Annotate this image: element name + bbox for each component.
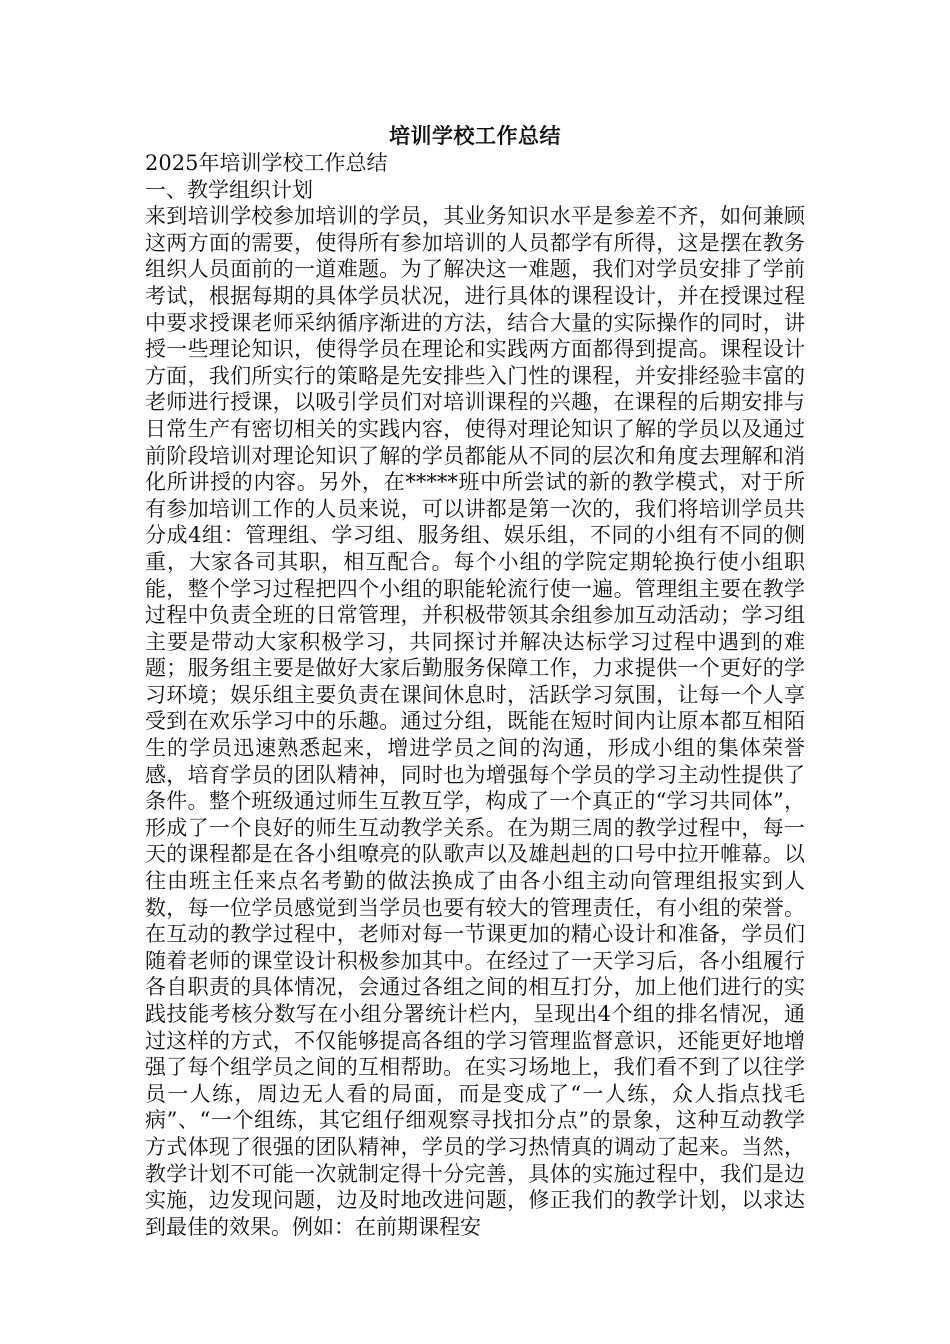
document-page bbox=[145, 122, 805, 1240]
document-title: 培训学校工作总结 bbox=[389, 123, 561, 148]
document-subtitle: 2025年培训学校工作总结 bbox=[145, 151, 388, 175]
body-paragraph: 来到培训学校参加培训的学员，其业务知识水平是参差不齐，如何兼顾这两方面的需要，使得所有参加培训的人员都学有所得，这是摆在教务组织人员面前的一道难题。为了解决这一难题，我们对学员安排了学前考试，根据每期的具体学员状况，进行具体的课程设计，并在授课过程中要求授课老师采纳循序渐进的方法，结合大量的实际操作的同时，讲授一些理论知识，使得学员在理论和实践两方面都得到提高。课程设计方面，我们所实行的策略是先安排些入门性的课程，并安排经验丰富的老师进行授课，以吸引学员们对培训课程的兴趣，在课程的后期安排与日常生产有密切相关的实践内容，使得对理论知识了解的学员以及通过前阶段培训对理论知识了解的学员都能从不同的层次和角度去理解和消化所讲授的内容。另外，在*****班中所尝试的新的教学模式，对于所有参加培训工作的人员来说，可以讲都是第一次的，我们将培训学员共分成4组：管理组、学习组、服务组、娱乐组，不同的小组有不同的侧重，大家各司其职，相互配合。每个小组的学院定期轮换行使小组职能，整个学习过程把四个小组的职能轮流行使一遍。管理组主要在教学过程中负责全班的日常管理，并积极带领其余组参加互动活动；学习组主要是带动大家积极学习，共同探讨并解决达标学习过程中遇到的难题；服务组主要是做好大家后勤服务保障工作，力求提供一个更好的学习环境；娱乐组主要负责在课间休息时，活跃学习氛围，让每一个人享受到在欢乐学习中的乐趣。通过分组，既能在短时间内让原本都互相陌生的学员迅速熟悉起来，增进学员之间的沟通，形成小组的集体荣誉感，培育学员的团队精神，同时也为增强每个学员的学习主动性提供了条件。整个班级通过师生互教互学，构成了一个真正的“学习共同体”，形成了一个良好的师生互动教学关系。在为期三周的教学过程中，每一天的课程都是在各小组嘹亮的队歌声以及雄赳赳的口号中拉开帷幕。以往由班主任来点名考勤的做法换成了由各小组主动向管理组报实到人数，每一位学员感觉到当学员也要有较大的管理责任，有小组的荣誉。在互动的教学过程中，老师对每一节课更加的精心设计和准备，学员们随着老师的课堂设计积极参加其中。在经过了一天学习后，各小组履行各自职责的具体情况，会通过各组之间的相互打分，加上他们进行的实践技能考核分数写在小组分署统计栏内，呈现出4个组的排名情况，通过这样的方式，不仅能够提高各组的学习管理监督意识，还能更好地增强了每个组学员之间的互相帮助。在实习场地上，我们看不到了以往学员一人练，周边无人看的局面，而是变成了“一人练，众人指点找毛病”、“一个组练，其它组仔细观察寻找扣分点”的景象，这种互动教学方式体现了很强的团队精神，学员的学习热情真的调动了起来。当然，教学计划不可能一次就制定得十分完善，具体的实施过程中，我们是边实施，边发现问题，边及时地改进问题，修正我们的教学计划，以求达到最佳的效果。例如：在前期课程安 bbox=[145, 204, 805, 1239]
section-heading: 一、教学组织计划 bbox=[145, 177, 313, 202]
